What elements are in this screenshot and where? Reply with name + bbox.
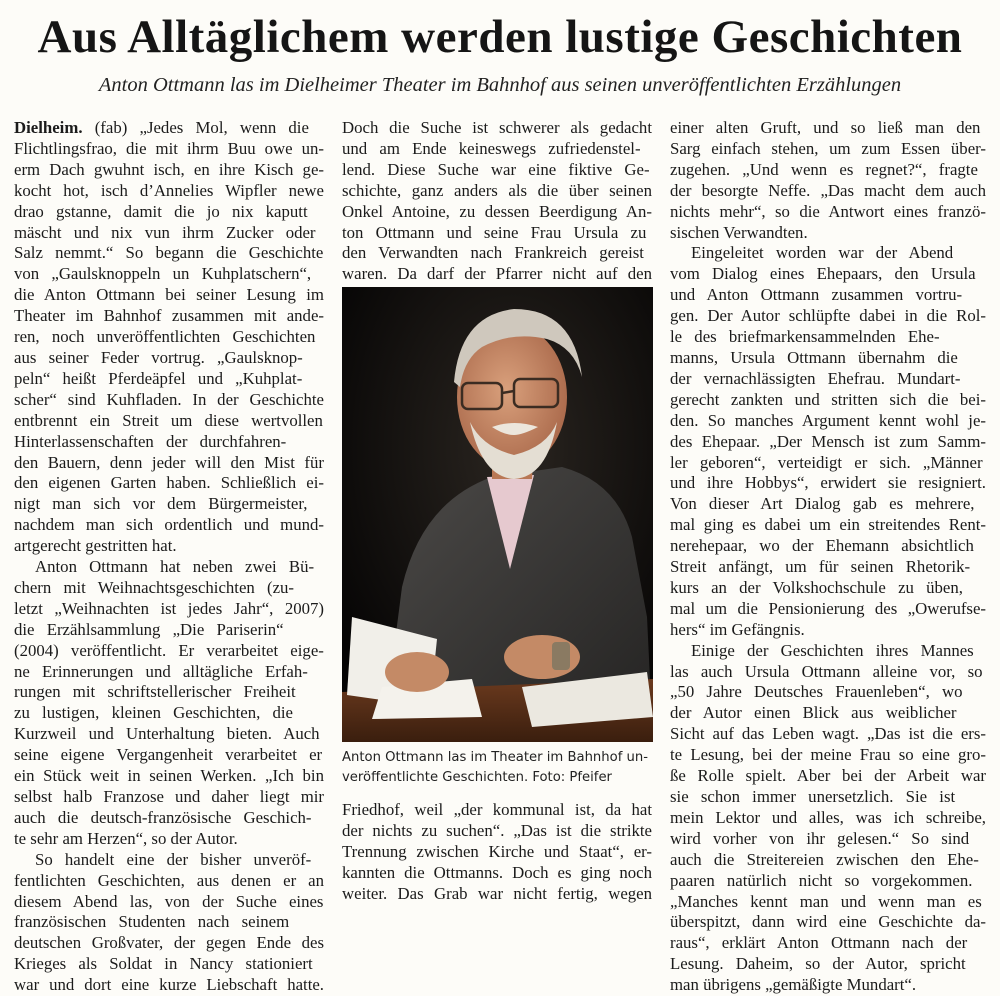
text-line: kurs an der Volkshochschule zu üben,	[670, 577, 963, 597]
text-line: einer alten Gruft, und so ließ man den	[670, 118, 981, 137]
text-line: mein Lektor und alles, was ich schreibe,	[670, 807, 986, 827]
text-line: Einige der Geschichten ihres Mannes	[691, 640, 974, 660]
text-line: las auch Ursula Ottmann alleine vor, so	[670, 661, 983, 681]
caption-line: Anton Ottmann las im Theater im Bahnhof un-	[342, 750, 649, 765]
text-line: ren, noch unveröffentlichten Geschichten	[14, 327, 316, 347]
text-line: erm Dach gwuhnt isch, en ihre Kisch ge-	[14, 159, 324, 179]
text-line: seine eigene Vergangenheit verarbeitet er	[14, 745, 323, 765]
text-line: So handelt eine der bisher unveröf-	[35, 849, 312, 869]
text-line: man übrigens „gemäßigte Mundart“.	[670, 975, 917, 995]
caption-line: veröffentlichte Geschichten. Foto: Pfeifer	[342, 769, 612, 785]
text-line: te Lesung, bei der meine Frau so eine gro-	[670, 745, 986, 765]
reader-portrait-illustration	[342, 287, 653, 742]
text-line: drao gstanne, damit die jo nix kaputt	[14, 201, 308, 221]
text-line: schichte, ganz anders als die über seinen	[342, 180, 652, 200]
text-line: zugehen. „Und wenn es regnet?“, fragte	[670, 159, 978, 179]
text-line: te sehr am Herzen“, so der Autor.	[14, 828, 238, 848]
text-line: ler geboren“, verteidigt er sich. „Männer	[670, 452, 983, 472]
article-column-2-top	[342, 118, 652, 285]
text-line: den Bauern, denn jeder will den Mist für	[14, 452, 324, 472]
text-line: manns, Ursula Ottmann übernahm die	[670, 347, 958, 367]
text-line: überspitzt, dann wird eine Geschichte da-	[670, 912, 986, 932]
text-line: sischen Verwandten.	[670, 222, 808, 242]
text-line: Dielheim. (fab) „Jedes Mol, wenn die	[14, 118, 309, 137]
text-line: ein Stück weit in seinen Werken. „Ich bin	[14, 766, 324, 786]
text-line: Trennung zwischen Kirche und Staat“, er-	[342, 841, 652, 861]
text-line: Sicht auf das Leben wagt. „Das ist die ers-	[670, 724, 986, 744]
text-line: Eingeleitet worden war der Abend	[691, 243, 954, 263]
text-line: kocht hot, isch d’Annelies Wipfler newe	[14, 180, 324, 200]
text-line: nerehepaar, wo der Ehemann absichtlich	[670, 536, 974, 556]
text-line: war und dort eine kurze Liebschaft hatte.	[14, 975, 324, 995]
text-line: scher“ sind Kuhfladen. In der Geschichte	[14, 389, 324, 409]
text-line: artgerecht gestritten hat.	[14, 536, 177, 556]
text-line: des Ehepaar. „Der Mensch ist zum Samm-	[670, 431, 986, 451]
text-line: „50 Jahre Deutsches Frauenleben“, wo	[670, 682, 963, 702]
photo-caption	[342, 748, 653, 787]
text-line: und Anton Ottmann zusammen vortru-	[670, 285, 963, 305]
text-line: le des briefmarkensammelnden Ehe-	[670, 327, 940, 347]
text-line: Flichtlingsfrao, die mit ihrm Buu owe un-	[14, 138, 324, 158]
text-line: Anton Ottmann hat neben zwei Bü-	[35, 557, 315, 577]
text-line: ße Rolle spielt. Aber bei der Arbeit war	[670, 766, 986, 786]
text-line: raus“, erklärt Anton Ottmann nach der	[670, 933, 968, 953]
text-line: von „Gaulsknoppeln un Kuhplatschern“,	[14, 264, 312, 284]
text-line: der vernachlässigten Ehefrau. Mundart-	[670, 368, 961, 388]
text-line: wird vorher von ihr gelesen.“ So sind	[670, 828, 970, 848]
text-line: Sarg einfach stehen, um zum Essen über-	[670, 138, 986, 158]
text-line: kannten die Ottmanns. Doch es ging noch	[342, 862, 652, 882]
text-line: Friedhof, weil „der kommunal ist, da hat	[342, 800, 652, 819]
text-line: die Anton Ottmann bei seiner Lesung im	[14, 285, 324, 305]
text-line: der besorgte Neffe. „Das macht dem auch	[670, 180, 986, 200]
text-line: deutschen Großvater, der gegen Ende des	[14, 933, 324, 953]
text-line: Salz nemmt.“ So begann die Geschichte	[14, 243, 324, 263]
text-line: französischen Studenten nach seinem	[14, 912, 290, 932]
text-line: Onkel Antoine, zu dessen Beerdigung An-	[342, 201, 652, 221]
text-line: den Verwandten nach Frankreich gereist	[342, 243, 644, 263]
article-photo	[342, 287, 653, 742]
text-line: weiter. Das Grab war nicht fertig, wegen	[342, 883, 652, 903]
text-line: aus seiner Feder vortrug. „Gaulsknop-	[14, 347, 303, 367]
text-line: der nichts zu suchen“. „Das ist die strikte	[342, 820, 652, 840]
text-line: Hinterlassenschaften der durchfahren-	[14, 431, 287, 451]
text-line: nichts mehr“, so die Antwort eines franzö-	[670, 201, 986, 221]
article-subheadline: Anton Ottmann las im Dielheimer Theater im Bahnhof aus seinen unveröffentlichten Erzählungen	[98, 74, 902, 96]
text-line: mal ging es dabei um ein streitendes Rent-	[670, 515, 986, 535]
text-line: Doch die Suche ist schwerer als gedacht	[342, 118, 652, 137]
text-line: entbrennt ein Streit um diese wertvollen	[14, 410, 323, 430]
text-line: hers“ im Gefängnis.	[670, 619, 805, 639]
text-line: nigt man sich vor dem Bürgermeister,	[14, 494, 308, 514]
text-line: mäscht und nix vun ihrm Zucker oder	[14, 222, 316, 242]
text-line: diesem Abend las, von der Suche eines	[14, 891, 324, 911]
text-line: auch die Streitereien zwischen den Ehe-	[670, 849, 979, 869]
text-line: und am Ende keineswegs zufriedenstel-	[342, 138, 641, 158]
text-line: peln“ heißt Pferdeäpfel und „Kuhplat-	[14, 368, 303, 388]
text-line: zu lustigen, kleinen Geschichten, die	[14, 703, 293, 723]
text-line: ton Ottmann und seine Frau Ursula zu	[342, 222, 647, 242]
text-line: letzt „Weihnachten ist jedes Jahr“, 2007)	[14, 598, 324, 618]
text-line: lend. Diese Suche war eine fiktive Ge-	[342, 159, 650, 179]
text-line: ne Erinnerungen und alltägliche Erfah-	[14, 661, 308, 681]
text-line: gen. Der Autor schlüpfte dabei in die Rol-	[670, 306, 986, 326]
text-line: die Erzählsammlung „Die Pariserin“	[14, 619, 284, 639]
text-line: den. So manches Argument kennt wohl je-	[670, 410, 986, 430]
article-column-1	[14, 118, 324, 996]
dateline: Dielheim.	[14, 118, 83, 137]
text-line: den eigenen Garten haben. Schließlich ei-	[14, 473, 324, 493]
text-line: (2004) veröffentlicht. Er verarbeitet eige-	[14, 640, 324, 660]
article-column-2-bottom	[342, 800, 652, 905]
text-line: paaren natürlich nicht so vorgekommen.	[670, 870, 973, 890]
text-line: Von dieser Art Dialog gab es mehrere,	[670, 494, 975, 514]
text-line: gerecht zankten und stritten sich die bei-	[670, 389, 986, 409]
text-line: vom Dialog eines Ehepaars, den Ursula	[670, 264, 976, 284]
text-line: auch die deutsch-französische Geschich-	[14, 807, 312, 827]
text-line: „Manches kennt man und wenn man es	[670, 891, 982, 911]
text-line: Krieges als Soldat in Nancy stationiert	[14, 954, 313, 974]
text-line: selbst halb Franzose und daher liegt mir	[14, 787, 324, 806]
text-line: sie schon immer unersetzlich. Sie ist	[670, 787, 956, 806]
article-column-3	[670, 118, 986, 996]
text-line: Kurzweil und Unterhaltung bieten. Auch	[14, 724, 320, 744]
text-line: der Autor einen Blick aus weiblicher	[670, 703, 957, 723]
text-line: mal um die Pensionierung des „Owerufse-	[670, 598, 986, 618]
text-line: nachdem man sich ordentlich und mund-	[14, 515, 324, 535]
text-line: Lesung. Daheim, so der Autor, spricht	[670, 954, 966, 974]
text-line: Streit anfängt, um für seinen Rhetorik-	[670, 557, 971, 577]
article-headline: Aus Alltäglichem werden lustige Geschichten	[37, 11, 963, 63]
text-line: waren. Da darf der Pfarrer nicht auf den	[342, 264, 652, 284]
text-line: chern mit Weihnachtsgeschichten (zu-	[14, 577, 295, 597]
text-line: Theater im Bahnhof zusammen mit ande-	[14, 306, 324, 326]
text-line: rungen mit schriftstellerischer Freiheit	[14, 682, 296, 702]
text-line: fentlichten Geschichten, aus denen er an	[14, 870, 324, 890]
text-line: und ihre Hobbys“, erwidert sie resigniert.	[670, 473, 986, 493]
